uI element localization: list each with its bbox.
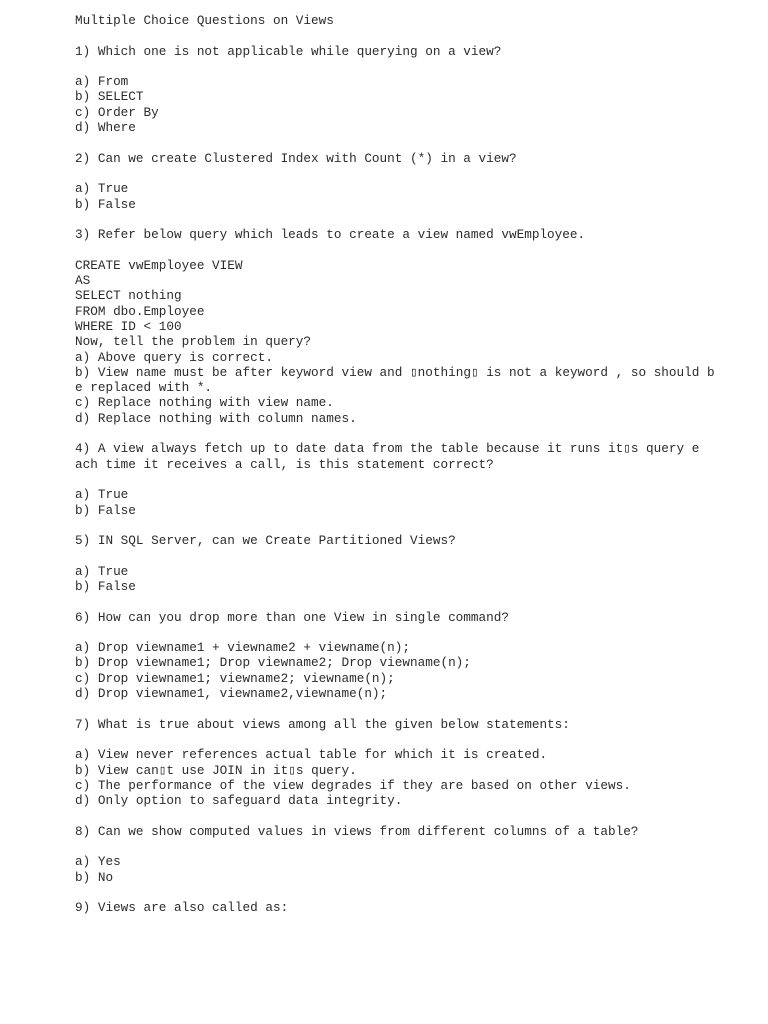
question-text: 1) Which one is not applicable while querying on a view? — [75, 43, 502, 59]
blank-line — [75, 426, 715, 441]
answer-option: b) View can▯t use JOIN in it▯s query. — [75, 762, 357, 778]
question-text: 4) A view always fetch up to date data from the table because it runs it▯s query e — [75, 441, 700, 457]
document-title: Multiple Choice Questions on Views — [75, 13, 334, 28]
blank-line — [75, 625, 715, 640]
document-body — [75, 13, 715, 916]
question-text: 2) Can we create Clustered Index with Count (*) in a view? — [75, 150, 517, 166]
blank-line — [75, 732, 715, 747]
answer-option: b) Drop viewname1; Drop viewname2; Drop viewname(n); — [75, 655, 471, 671]
text-line: e replaced with *. — [75, 380, 213, 396]
answer-option: b) False — [75, 502, 136, 518]
answer-option: a) Above query is correct. — [75, 349, 273, 365]
answer-option: b) View name must be after keyword view and ▯nothing▯ is not a keyword , so should b — [75, 364, 715, 380]
answer-option: a) From — [75, 74, 129, 90]
blank-line — [75, 701, 715, 716]
answer-option: c) Replace nothing with view name. — [75, 395, 334, 411]
answer-option: a) Yes — [75, 854, 121, 870]
blank-line — [75, 594, 715, 609]
answer-option: a) True — [75, 487, 129, 503]
answer-option: d) Drop viewname1, viewname2,viewname(n); — [75, 686, 388, 702]
answer-option: c) The performance of the view degrades if they are based on other views. — [75, 777, 631, 793]
answer-option: a) Drop viewname1 + viewname2 + viewname(n); — [75, 640, 411, 656]
text-line: SELECT nothing — [75, 288, 182, 304]
text-line: CREATE vwEmployee VIEW — [75, 257, 243, 273]
blank-line — [75, 242, 715, 257]
answer-option: d) Replace nothing with column names. — [75, 410, 357, 426]
question-text: 8) Can we show computed values in views from different columns of a table? — [75, 823, 639, 839]
text-line: AS — [75, 273, 91, 289]
answer-option: c) Drop viewname1; viewname2; viewname(n); — [75, 670, 395, 686]
answer-option: a) True — [75, 563, 129, 579]
blank-line — [75, 59, 715, 74]
question-text: 9) Views are also called as: — [75, 900, 289, 916]
answer-option: b) False — [75, 578, 136, 594]
text-line: WHERE ID < 100 — [75, 318, 182, 334]
blank-line — [75, 135, 715, 150]
blank-line — [75, 839, 715, 854]
answer-option: b) SELECT — [75, 89, 144, 105]
answer-option: b) False — [75, 196, 136, 212]
blank-line — [75, 518, 715, 533]
question-text: 7) What is true about views among all the given below statements: — [75, 716, 570, 732]
blank-line — [75, 472, 715, 487]
text-line: ach time it receives a call, is this statement correct? — [75, 456, 494, 472]
question-text: 5) IN SQL Server, can we Create Partitioned Views? — [75, 533, 456, 549]
answer-option: a) View never references actual table for which it is created. — [75, 747, 548, 763]
question-text: 3) Refer below query which leads to create a view named vwEmployee. — [75, 227, 586, 243]
answer-option: b) No — [75, 869, 114, 885]
blank-line — [75, 548, 715, 563]
answer-option: d) Only option to safeguard data integrity. — [75, 793, 403, 809]
text-line: FROM dbo.Employee — [75, 303, 205, 319]
blank-line — [75, 212, 715, 227]
answer-option: a) True — [75, 181, 129, 197]
blank-line — [75, 166, 715, 181]
blank-line — [75, 28, 715, 43]
blank-line — [75, 885, 715, 900]
answer-option: d) Where — [75, 120, 136, 136]
answer-option: c) Order By — [75, 104, 159, 120]
question-text: 6) How can you drop more than one View in single command? — [75, 609, 509, 625]
blank-line — [75, 808, 715, 823]
text-line: Now, tell the problem in query? — [75, 334, 312, 350]
